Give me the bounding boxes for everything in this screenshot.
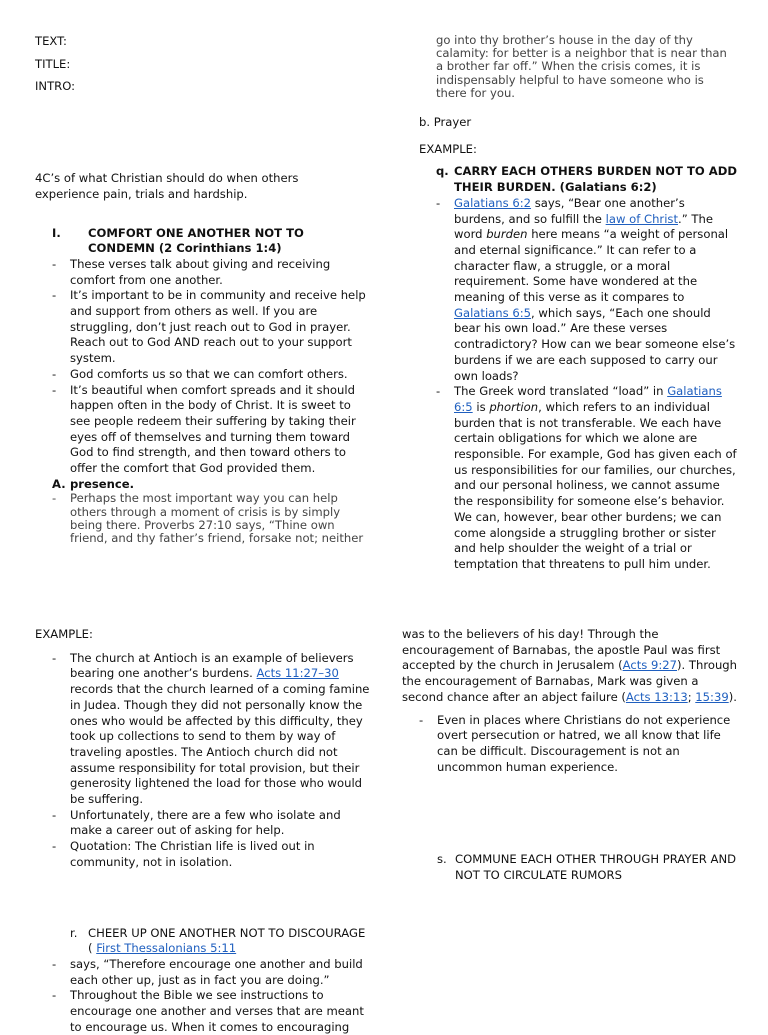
intro-label: INTRO: bbox=[35, 79, 76, 94]
emphasis: burden bbox=[486, 227, 528, 242]
acts-15-39-link[interactable]: 15:39 bbox=[695, 689, 729, 704]
text-span: is bbox=[472, 399, 490, 414]
list-item: - These verses talk about giving and receiving comfort from one another. bbox=[35, 257, 370, 288]
top-right-column bbox=[419, 34, 737, 573]
acts-9-27-link[interactable]: Acts 9:27 bbox=[622, 658, 678, 673]
prayer-item: b. Prayer bbox=[419, 115, 472, 130]
text-span: ). Through the encouragement of Barnabas, Mark was given a second chance after an abject failure ( bbox=[402, 658, 738, 704]
top-left-column bbox=[35, 34, 370, 545]
intro-paragraph: 4C’s of what Christian should do when others experience pain, trials and hardship. bbox=[35, 171, 299, 201]
presence-bullets bbox=[35, 492, 370, 545]
barnabas-paragraph bbox=[402, 627, 737, 706]
text-span: ). bbox=[728, 689, 737, 704]
text-span: here means “a weight of personal and eternal significance.” It can refer to a character flaw, a struggle, or a moral requirement. Some have wondered at the meaning of this verse as it compares to bbox=[454, 227, 729, 305]
heading-commune bbox=[402, 852, 737, 883]
galatians-6-5-link[interactable]: Galatians 6:5 bbox=[454, 305, 532, 320]
text-span: ; bbox=[687, 689, 696, 704]
heading-text: CHEER UP ONE ANOTHER NOT TO DISCOURAGE bbox=[88, 925, 366, 940]
first-thessalonians-link[interactable]: First Thessalonians 5:11 bbox=[96, 941, 237, 956]
list-item: - It’s important to be in community and receive help and support from others as well. If you are struggling, don’t just reach out to God in prayer. Reach out to God AND reach out to your support system. bbox=[35, 288, 370, 367]
emphasis: phortion bbox=[489, 399, 539, 414]
galatians-6-2-link[interactable]: Galatians 6:2 bbox=[454, 195, 532, 210]
heading-cheer-up bbox=[35, 926, 370, 957]
comfort-bullets bbox=[35, 257, 370, 477]
text-span: The Greek word translated “load” in bbox=[454, 384, 668, 399]
text-span: The church at Antioch is an example of believers bearing one another’s burdens. bbox=[70, 650, 354, 681]
text-span: .” The word bbox=[454, 211, 713, 242]
galatians-6-5-link[interactable]: Galatians 6:5 bbox=[454, 384, 722, 414]
heading-carry-burden bbox=[419, 164, 737, 195]
title-label: TITLE: bbox=[35, 56, 71, 71]
heading-number: I. bbox=[52, 225, 61, 240]
list-item: - Unfortunately, there are a few who isolate and make a career out of asking for help. bbox=[35, 808, 370, 839]
text-span: records that the church learned of a coming famine in Judea. Though they did not personally know the ones who would be affected by this difficulty, they took up collections to send to them by way of traveling apostles. The Antioch church did not assume responsibility for total provision, but their generosity lightened the load for those who would be suffering. bbox=[70, 682, 370, 807]
heading-paren: ( bbox=[88, 941, 97, 956]
text-span: , which says, “Each one should bear his own load.” Are these verses contradictory? How can we bear someone else’s burdens if we are each supposed to carry our own loads? bbox=[454, 305, 736, 383]
acts-11-27-link[interactable]: Acts 11:27–30 bbox=[256, 666, 339, 681]
list-item bbox=[419, 196, 737, 384]
subheading-letter: A. bbox=[52, 476, 66, 491]
text-span: was to the believers of his day! Through the encouragement of Barnabas, the apostle Paul was first accepted by the church in Jerusalem ( bbox=[402, 627, 721, 673]
antioch-bullets bbox=[35, 651, 370, 871]
subheading-text: presence. bbox=[70, 476, 135, 491]
list-item: - God comforts us so that we can comfort others. bbox=[35, 367, 370, 383]
list-item: - It’s beautiful when comfort spreads and it should happen often in the body of Christ. It is sweet to see people redeem their suffering by taking their eyes off of themselves and turning them toward God to find strength, and then toward others to offer the comfort that God provided them. bbox=[35, 383, 370, 477]
list-item: - Throughout the Bible we see instructions to encourage one another and verses that are meant to encourage us. When it comes to encouraging bbox=[35, 988, 370, 1035]
heading-comfort bbox=[35, 226, 370, 257]
heading-text: CARRY EACH OTHERS BURDEN NOT TO ADD THEIR BURDEN. (Galatians 6:2) bbox=[454, 164, 737, 195]
heading-letter: s. bbox=[437, 852, 447, 867]
burden-bullets bbox=[419, 196, 737, 573]
heading-text: COMMUNE EACH OTHER THROUGH PRAYER AND NOT TO CIRCULATE RUMORS bbox=[455, 852, 737, 883]
example-label: EXAMPLE: bbox=[35, 627, 93, 641]
example-label: EXAMPLE: bbox=[419, 141, 477, 156]
list-item: - Quotation: The Christian life is lived out in community, not in isolation. bbox=[35, 839, 370, 870]
list-item: - says, “Therefore encourage one another and build each other up, just as in fact you are doing.” bbox=[35, 957, 370, 988]
text-label: TEXT: bbox=[35, 34, 67, 48]
list-item bbox=[419, 384, 737, 572]
discouragement-bullets bbox=[402, 713, 737, 776]
text-span: , which refers to an individual burden that is not transferable. We each have certain obligations for which we alone are responsible. For example, God has given each of us responsibilities for our families, our churches, and our personal holiness, we cannot assume the responsibility for someone else’s behavior. We can, however, bear other burdens; we can come alongside a struggling brother or sister and help shoulder the weight of a trial or temptation that threatens to pull him under. bbox=[454, 399, 737, 571]
bottom-right-column bbox=[402, 627, 737, 884]
heading-text: COMFORT ONE ANOTHER NOT TO CONDEMN (2 Corinthians 1:4) bbox=[88, 225, 304, 256]
list-item: - Even in places where Christians do not experience overt persecution or hatred, we all know that life can be difficult. Discouragement is not an uncommon human experience. bbox=[402, 713, 737, 776]
subheading-presence bbox=[35, 477, 370, 493]
heading-letter: q. bbox=[436, 164, 449, 179]
proverbs-continuation: go into thy brother’s house in the day of thy calamity: for better is a neighbor that is near than a brother far off.” When the crisis comes, it is indispensably helpful to have someone who is there for you. bbox=[436, 33, 727, 100]
law-of-christ-link[interactable]: law of Christ bbox=[605, 211, 679, 226]
text-span: says, “Bear one another’s burdens, and so fulfill the bbox=[454, 195, 685, 226]
cheer-up-bullets bbox=[35, 957, 370, 1035]
heading-text-block bbox=[88, 926, 370, 957]
list-item bbox=[35, 651, 370, 808]
acts-13-13-link[interactable]: Acts 13:13 bbox=[625, 689, 688, 704]
heading-letter: r. bbox=[70, 925, 78, 940]
bottom-left-column bbox=[35, 627, 370, 1035]
list-item: - Perhaps the most important way you can help others through a moment of crisis is by simply being there. Proverbs 27:10 says, “Thine own friend, and thy father’s friend, forsake not; neither bbox=[35, 492, 370, 545]
